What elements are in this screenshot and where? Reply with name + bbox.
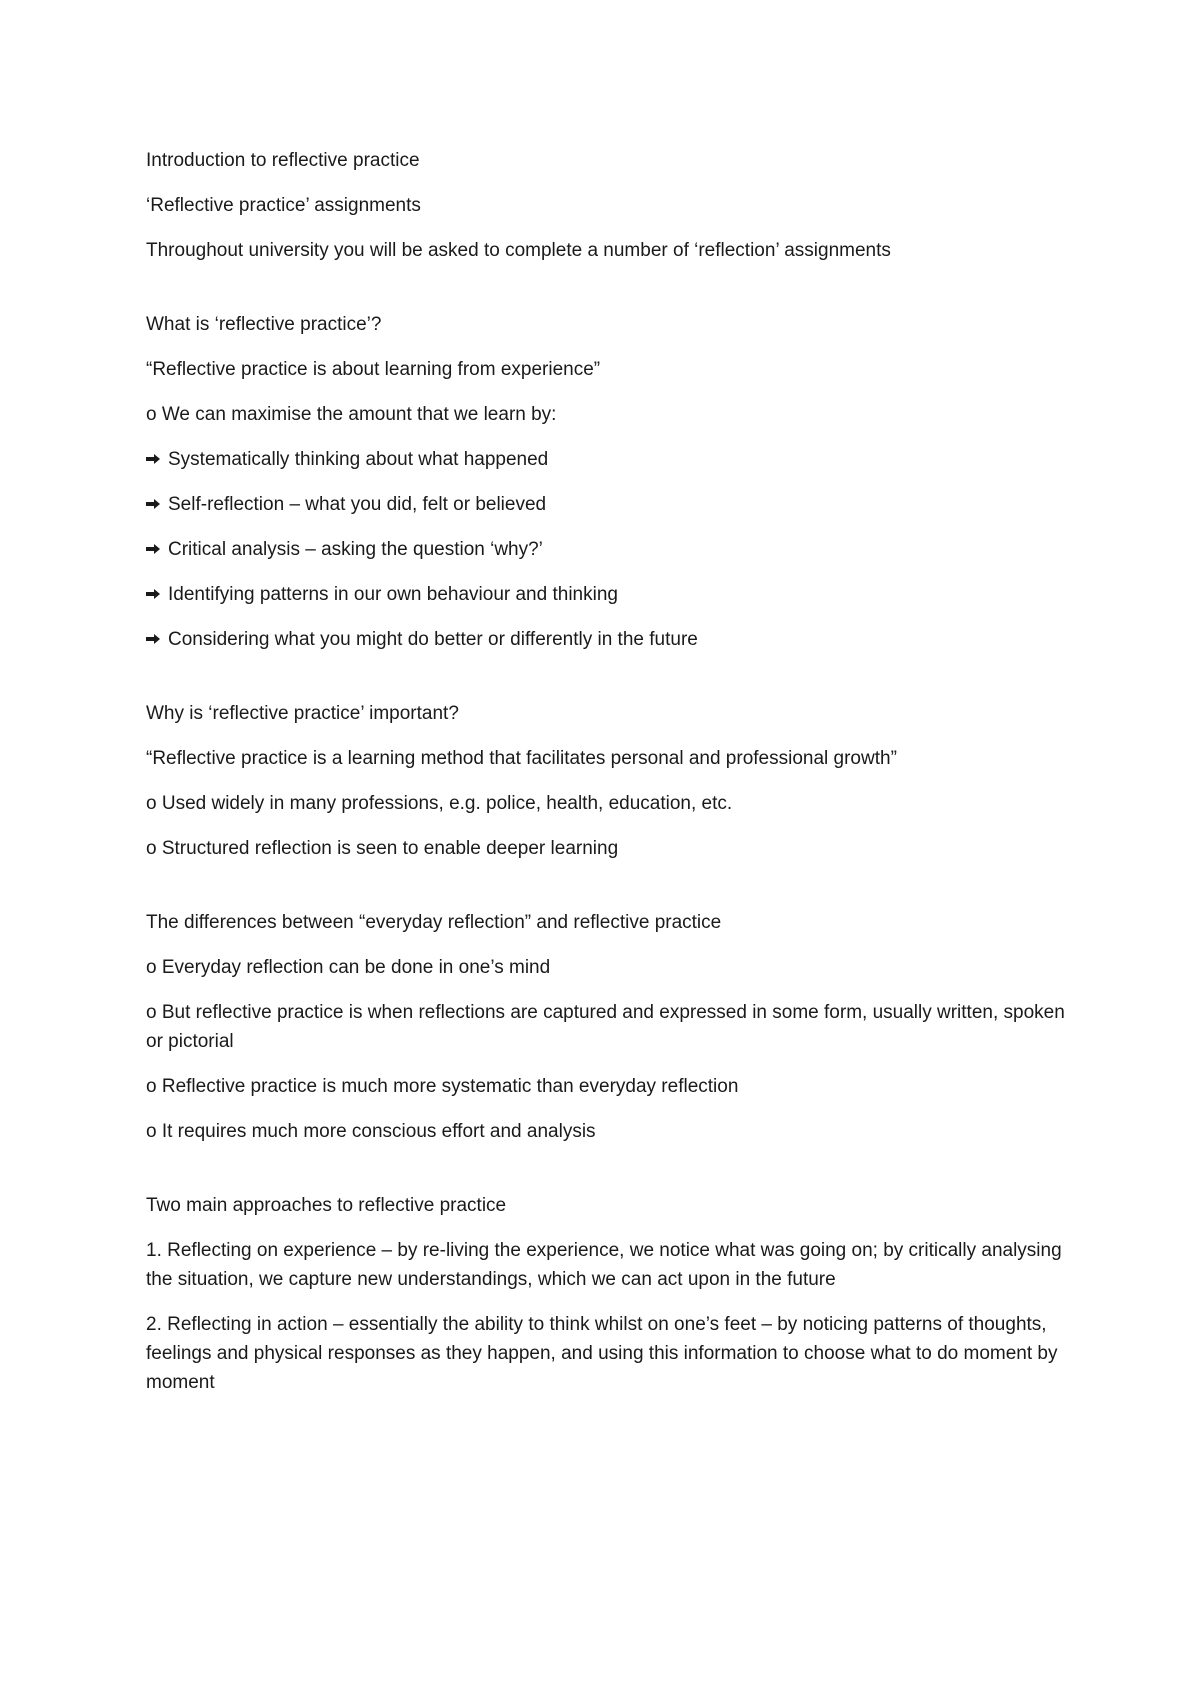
intro-paragraph: Throughout university you will be asked to complete a number of ‘reflection’ assignments xyxy=(146,240,891,261)
numbered-item: 2. Reflecting in action – essentially the ability to think whilst on one’s feet – by noticing patterns of thoughts, feelings and physical responses as they happen, and using this information to choose what to do moment by moment xyxy=(146,1314,1058,1393)
point-maximise-learning: o We can maximise the amount that we learn by: xyxy=(146,404,557,425)
list-item: o Structured reflection is seen to enable deeper learning xyxy=(146,838,619,859)
bullet-text: Considering what you might do better or differently in the future xyxy=(168,629,698,650)
list-item xyxy=(146,535,1066,564)
quote-learning-method: “Reflective practice is a learning method that facilitates personal and professional growth” xyxy=(146,748,897,769)
bullet-text: Critical analysis – asking the question ‘why?’ xyxy=(168,539,543,560)
arrow-bullet-icon xyxy=(146,634,160,644)
list-item: o It requires much more conscious effort and analysis xyxy=(146,1121,596,1142)
arrow-bullet-icon xyxy=(146,589,160,599)
list-item xyxy=(146,625,1066,654)
list-item: o But reflective practice is when reflections are captured and expressed in some form, usually written, spoken or pictorial xyxy=(146,1002,1065,1052)
quote-learning-from-experience: “Reflective practice is about learning from experience” xyxy=(146,359,601,380)
section-heading-differences: The differences between “everyday reflection” and reflective practice xyxy=(146,912,722,933)
list-item xyxy=(146,580,1066,609)
arrow-bullet-icon xyxy=(146,454,160,464)
bullet-text: Identifying patterns in our own behaviour and thinking xyxy=(168,584,618,605)
section-heading-why-important: Why is ‘reflective practice’ important? xyxy=(146,703,459,724)
list-item: o Used widely in many professions, e.g. police, health, education, etc. xyxy=(146,793,733,814)
document-title: Introduction to reflective practice xyxy=(146,150,420,171)
numbered-item: 1. Reflecting on experience – by re-living the experience, we notice what was going on; by critically analysing the situation, we capture new understandings, which we can act upon in the future xyxy=(146,1240,1062,1290)
document-subtitle: ‘Reflective practice’ assignments xyxy=(146,195,421,216)
list-item: o Reflective practice is much more systematic than everyday reflection xyxy=(146,1076,739,1097)
section-heading-what-is: What is ‘reflective practice’? xyxy=(146,314,382,335)
bullet-text: Systematically thinking about what happened xyxy=(168,449,549,470)
list-item: o Everyday reflection can be done in one’s mind xyxy=(146,957,551,978)
list-item xyxy=(146,490,1066,519)
document-body xyxy=(146,146,1066,1413)
arrow-bullet-icon xyxy=(146,499,160,509)
section-heading-approaches: Two main approaches to reflective practice xyxy=(146,1195,507,1216)
bullet-text: Self-reflection – what you did, felt or believed xyxy=(168,494,547,515)
list-item xyxy=(146,445,1066,474)
arrow-bullet-icon xyxy=(146,544,160,554)
